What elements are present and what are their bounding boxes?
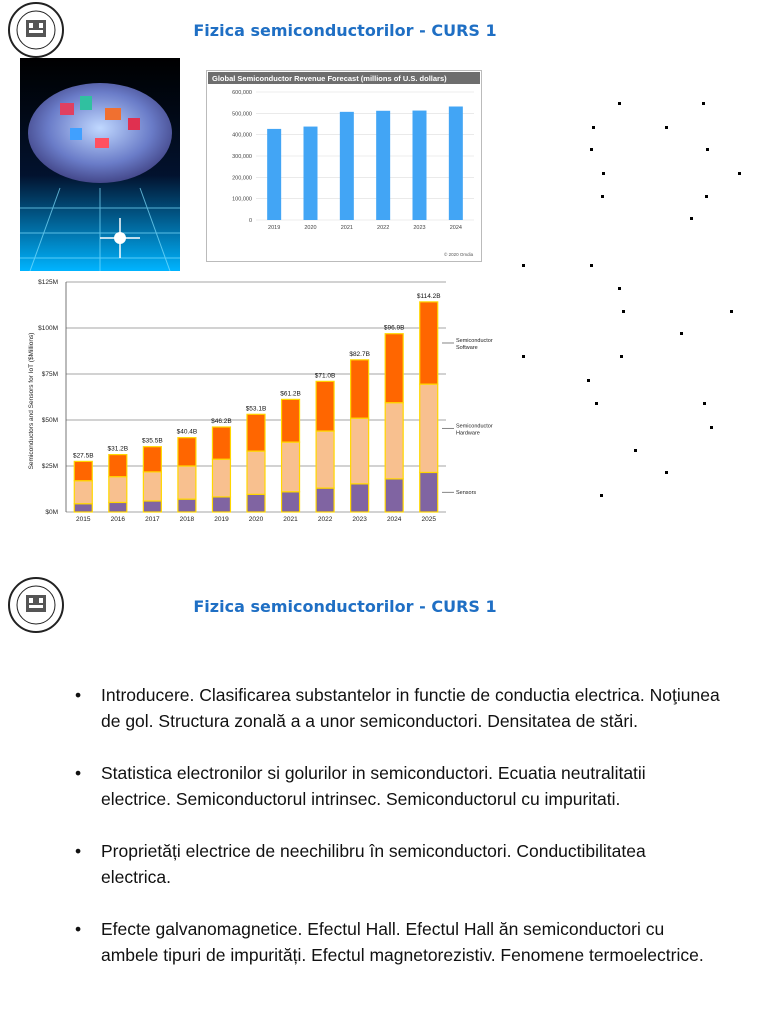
decorative-dot [706, 148, 709, 151]
chart2-bar-segment [385, 334, 403, 403]
chart1-ytick-label: 0 [248, 218, 252, 224]
chart1-xtick-label: 2020 [304, 225, 317, 231]
decorative-dot [618, 287, 621, 290]
decorative-dot [738, 172, 741, 175]
decorative-dot [680, 332, 683, 335]
chart1-ytick-label: 600,000 [232, 90, 252, 96]
decorative-dot [703, 402, 706, 405]
decorative-dot [522, 264, 525, 267]
silicon-wafer-image [20, 58, 180, 271]
chart2-xtick-label: 2019 [214, 516, 229, 523]
chart2-xtick-label: 2018 [179, 516, 195, 523]
chart2-bar-segment [247, 494, 265, 512]
chart2-bar-segment [178, 438, 196, 466]
chart1-ytick-label: 500,000 [232, 111, 252, 118]
chart1-bar [449, 107, 463, 220]
chart1-xtick-label: 2024 [449, 225, 462, 231]
course-topics-list [70, 682, 720, 994]
chart2-bar-segment [143, 447, 161, 472]
chart2-total-label: $46.2B [211, 417, 232, 425]
topic-item: • Statistica electronilor si golurilor in semiconductori. Ecuatia neutralitatii electrice. Semiconductorul intrinsec. Semiconductorul cu impuritati. [70, 760, 720, 812]
chart2-xtick-label: 2015 [76, 516, 91, 523]
chart2-total-label: $40.4B [176, 428, 198, 436]
chart2-bar-segment [247, 451, 265, 494]
chart2-legend-label: Semiconductor [456, 337, 493, 344]
chart2-bar-segment [212, 459, 230, 497]
decorative-dot [730, 310, 733, 313]
chart2-bar-segment [420, 472, 438, 512]
decorative-dot [690, 217, 693, 220]
decorative-dot [590, 148, 593, 151]
chart1-ytick-label: 300,000 [232, 154, 252, 160]
chart2-bar-segment [420, 384, 438, 472]
chart1-title: Global Semiconductor Revenue Forecast (millions of U.S. dollars) [212, 74, 447, 83]
chart2-total-label: $31.2B [107, 445, 129, 453]
chart2-bar-segment [316, 431, 334, 488]
chart2-total-label: $71.0B [314, 372, 336, 380]
decorative-dot [705, 195, 708, 198]
chart2-total-label: $35.5B [142, 437, 163, 445]
chart1-bar [413, 111, 427, 220]
chart2-xtick-label: 2020 [248, 516, 264, 523]
decorative-dot [592, 126, 595, 129]
chart1-xtick-label: 2021 [340, 225, 353, 231]
decorative-dot [620, 355, 623, 358]
decorative-dot [522, 355, 525, 358]
decorative-dot [710, 426, 713, 429]
chart2-bar-segment [74, 504, 92, 512]
chart2-bar-segment [316, 488, 334, 512]
chart2-bar-segment [109, 502, 127, 512]
decorative-dot [600, 494, 603, 497]
chart2-total-label: $114.2B [416, 292, 441, 300]
chart2-ytick-label: $100M [38, 325, 58, 332]
chart2-xtick-label: 2022 [317, 516, 333, 523]
chart1-ytick-label: 400,000 [232, 132, 252, 139]
chart2-ytick-label: $25M [41, 463, 58, 470]
chart2-bar-segment [178, 499, 196, 512]
chart2-xtick-label: 2023 [352, 516, 367, 523]
chart2-bar-segment [74, 481, 92, 504]
chart1-source: © 2020 Omdia [444, 252, 474, 257]
iot-semiconductor-chart [24, 276, 524, 526]
chart2-total-label: $53.1B [245, 405, 267, 413]
chart2-bar-segment [109, 455, 127, 477]
chart2-xtick-label: 2024 [386, 516, 402, 523]
decorative-dot [665, 471, 668, 474]
decorative-dot [602, 172, 605, 175]
chart1-ytick-label: 200,000 [232, 175, 252, 182]
chart2-bar-segment [282, 442, 300, 492]
chart2-xtick-label: 2025 [421, 516, 436, 523]
decorative-dot [665, 126, 668, 129]
decorative-dot [702, 102, 705, 105]
chart2-total-label: $61.2B [280, 390, 301, 398]
chart2-ytick-label: $0M [45, 509, 58, 516]
chart2-bar-segment [316, 381, 334, 431]
chart2-xtick-label: 2016 [110, 516, 126, 523]
chart2-total-label: $82.7B [349, 350, 370, 358]
chart1-bar [267, 129, 281, 220]
decorative-dot [622, 310, 625, 313]
chart2-bar-segment [143, 472, 161, 501]
decorative-dot [601, 195, 604, 198]
chart2-bar-segment [351, 418, 369, 484]
chart2-legend-label: Sensors [456, 490, 477, 497]
revenue-forecast-chart [206, 70, 482, 262]
chart2-bar-segment [420, 302, 438, 384]
topic-item: • Efecte galvanomagnetice. Efectul Hall. Efectul Hall ăn semiconductori cu ambele tipuri de impurități. Efectul magnetorezistiv. Fenomene termoelectrice. [70, 916, 720, 968]
chart2-ytick-label: $50M [41, 417, 58, 424]
chart2-bar-segment [351, 484, 369, 512]
chart2-legend-label: Hardware [456, 430, 480, 437]
chart2-legend-label: Software [456, 344, 478, 351]
chart2-bar-segment [178, 466, 196, 499]
chart2-total-label: $96.9B [383, 324, 405, 332]
chart2-total-label: $27.5B [72, 452, 94, 460]
decorative-dot [618, 102, 621, 105]
chart1-bar [376, 111, 390, 220]
chart2-bar-segment [351, 360, 369, 418]
chart2-bar-segment [212, 427, 230, 459]
chart1-ytick-label: 100,000 [232, 196, 252, 203]
chart2-bar-segment [385, 479, 403, 512]
chart1-bar [340, 112, 354, 220]
topic-item: • Proprietăți electrice de neechilibru în semiconductori. Conductibilitatea electrica. [70, 838, 720, 890]
decorative-dot [587, 379, 590, 382]
chart2-bar-segment [247, 414, 265, 451]
topic-item: • Introducere. Clasificarea substantelor in functie de conductia electrica. Noţiunea de gol. Structura zonală a a unor semiconductori. Densitatea de stări. [70, 682, 720, 734]
chart2-bar-segment [385, 403, 403, 479]
chart2-legend-label: Semiconductor [456, 423, 493, 430]
chart2-xtick-label: 2021 [283, 516, 298, 523]
chart2-bar-segment [212, 497, 230, 512]
chart1-xtick-label: 2022 [377, 225, 390, 231]
chart2-xtick-label: 2017 [145, 516, 160, 523]
slide-title-top: Fizica semiconductorilor - CURS 1 [193, 21, 497, 40]
chart2-ytick-label: $125M [38, 279, 58, 286]
chart2-bar-segment [143, 501, 161, 512]
chart2-bar-segment [74, 461, 92, 480]
chart2-bar-segment [282, 399, 300, 442]
decorative-dot-pattern [510, 90, 760, 510]
slide-title-bottom: Fizica semiconductorilor - CURS 1 [193, 597, 497, 616]
decorative-dot [634, 449, 637, 452]
chart2-ytick-label: $75M [41, 371, 58, 378]
decorative-dot [590, 264, 593, 267]
chart2-bar-segment [282, 492, 300, 512]
chart2-ylabel: Semiconductors and Sensors for IoT ($Millions) [28, 332, 35, 470]
chart1-bar [304, 127, 318, 220]
chart2-bar-segment [109, 477, 127, 503]
chart1-xtick-label: 2023 [413, 225, 426, 231]
chart1-xtick-label: 2019 [268, 225, 281, 231]
decorative-dot [595, 402, 598, 405]
